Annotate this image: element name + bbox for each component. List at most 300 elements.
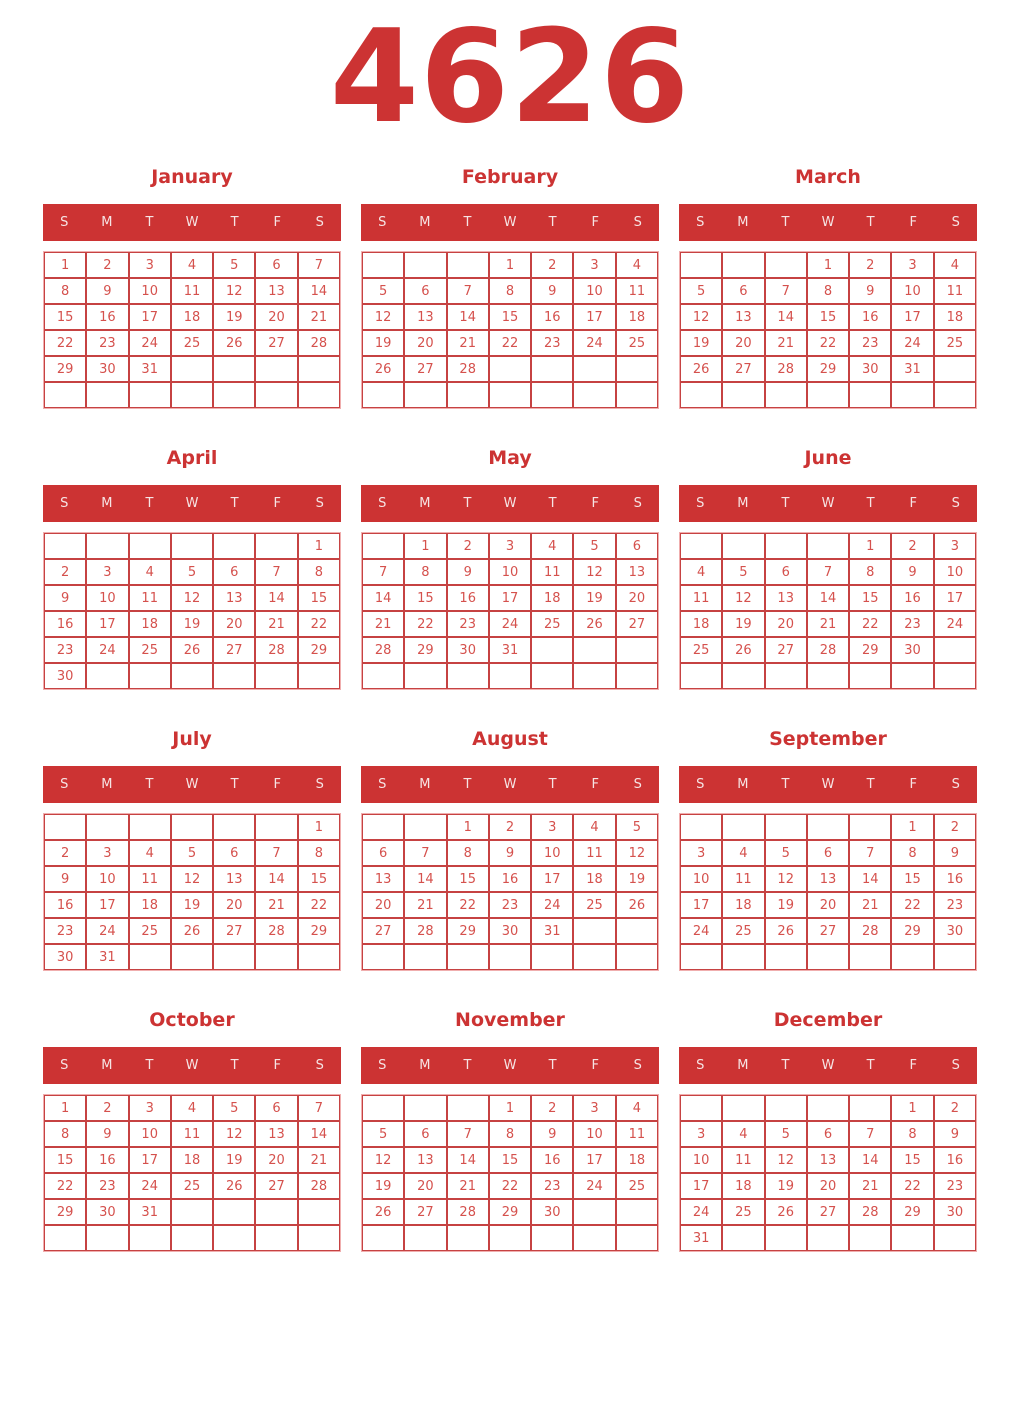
week-row xyxy=(362,278,658,304)
day-cell: 3 xyxy=(573,1095,615,1121)
day-cell: 22 xyxy=(489,330,531,356)
empty-day-cell xyxy=(171,814,213,840)
day-cell: 19 xyxy=(616,866,658,892)
day-cell: 31 xyxy=(129,1199,171,1225)
day-cell: 21 xyxy=(807,611,849,637)
calendar-grid-body xyxy=(362,814,658,970)
day-cell: 3 xyxy=(891,252,933,278)
day-cell: 24 xyxy=(680,1199,722,1225)
week-row xyxy=(44,278,340,304)
empty-day-cell xyxy=(362,382,404,408)
day-cell: 21 xyxy=(447,1173,489,1199)
empty-day-cell xyxy=(171,533,213,559)
day-cell: 5 xyxy=(213,1095,255,1121)
empty-day-cell xyxy=(722,814,764,840)
empty-day-cell xyxy=(404,1225,446,1251)
day-cell: 16 xyxy=(531,304,573,330)
empty-day-cell xyxy=(404,252,446,278)
day-cell: 30 xyxy=(934,1199,976,1225)
day-cell: 27 xyxy=(765,637,807,663)
month-block xyxy=(361,439,659,690)
empty-day-cell xyxy=(404,944,446,970)
day-cell: 26 xyxy=(213,330,255,356)
day-cell: 24 xyxy=(573,1173,615,1199)
weekday-label: F xyxy=(273,496,281,511)
empty-day-cell xyxy=(934,637,976,663)
weekday-label: F xyxy=(909,777,917,792)
weekday-label: T xyxy=(145,1058,154,1073)
week-row xyxy=(680,637,976,663)
empty-day-cell xyxy=(722,252,764,278)
week-row xyxy=(362,1095,658,1121)
week-row xyxy=(680,1121,976,1147)
day-cell: 2 xyxy=(531,252,573,278)
month-block xyxy=(679,1001,977,1252)
empty-day-cell xyxy=(255,533,297,559)
day-cell: 5 xyxy=(616,814,658,840)
calendar-grid-body xyxy=(680,533,976,689)
empty-day-cell xyxy=(573,356,615,382)
day-cell: 29 xyxy=(298,918,340,944)
weekday-label: W xyxy=(821,777,835,792)
day-cell: 22 xyxy=(298,892,340,918)
day-cell: 3 xyxy=(680,1121,722,1147)
day-cell: 11 xyxy=(573,840,615,866)
day-cell: 29 xyxy=(404,637,446,663)
week-row xyxy=(44,866,340,892)
day-cell: 12 xyxy=(573,559,615,585)
day-cell: 7 xyxy=(298,252,340,278)
day-cell: 10 xyxy=(129,278,171,304)
day-cell: 27 xyxy=(807,1199,849,1225)
day-cell: 27 xyxy=(362,918,404,944)
day-cell: 24 xyxy=(129,330,171,356)
day-cell: 6 xyxy=(255,1095,297,1121)
day-cell: 16 xyxy=(44,611,86,637)
day-cell: 4 xyxy=(171,1095,213,1121)
day-cell: 10 xyxy=(680,1147,722,1173)
day-cell: 4 xyxy=(616,252,658,278)
day-cell: 9 xyxy=(531,278,573,304)
day-cell: 27 xyxy=(722,356,764,382)
empty-day-cell xyxy=(489,356,531,382)
empty-day-cell xyxy=(616,663,658,689)
day-cell: 3 xyxy=(489,533,531,559)
weekday-label: M xyxy=(419,1058,431,1073)
day-cell: 27 xyxy=(404,1199,446,1225)
day-cell: 31 xyxy=(129,356,171,382)
day-cell: 20 xyxy=(616,585,658,611)
empty-day-cell xyxy=(573,944,615,970)
day-cell: 22 xyxy=(44,1173,86,1199)
empty-day-cell xyxy=(531,1225,573,1251)
day-cell: 1 xyxy=(447,814,489,840)
day-cell: 6 xyxy=(213,559,255,585)
day-cell: 25 xyxy=(171,1173,213,1199)
calendar-grid xyxy=(43,813,341,971)
week-row xyxy=(44,1199,340,1225)
empty-day-cell xyxy=(489,382,531,408)
day-cell: 3 xyxy=(573,252,615,278)
month-block xyxy=(679,720,977,971)
calendar-grid-body xyxy=(362,1095,658,1251)
day-cell: 14 xyxy=(447,1147,489,1173)
day-cell: 13 xyxy=(722,304,764,330)
calendar-grid xyxy=(43,1094,341,1252)
day-cell: 20 xyxy=(213,892,255,918)
calendar-grid-body xyxy=(680,1095,976,1251)
day-cell: 30 xyxy=(86,1199,128,1225)
week-row xyxy=(680,1225,976,1251)
day-cell: 6 xyxy=(616,533,658,559)
calendar-grid xyxy=(361,532,659,690)
day-cell: 30 xyxy=(531,1199,573,1225)
day-cell: 30 xyxy=(489,918,531,944)
day-cell: 17 xyxy=(573,304,615,330)
weekday-bar xyxy=(679,1047,977,1084)
empty-day-cell xyxy=(255,944,297,970)
empty-day-cell xyxy=(849,814,891,840)
weekday-label: T xyxy=(781,1058,790,1073)
empty-day-cell xyxy=(86,814,128,840)
week-row xyxy=(44,918,340,944)
day-cell: 16 xyxy=(44,892,86,918)
empty-day-cell xyxy=(171,944,213,970)
day-cell: 1 xyxy=(44,252,86,278)
calendar-grid-body xyxy=(680,814,976,970)
day-cell: 2 xyxy=(934,1095,976,1121)
day-cell: 29 xyxy=(489,1199,531,1225)
day-cell: 16 xyxy=(531,1147,573,1173)
week-row xyxy=(680,585,976,611)
day-cell: 19 xyxy=(171,611,213,637)
day-cell: 24 xyxy=(129,1173,171,1199)
weekday-label: T xyxy=(548,496,557,511)
day-cell: 15 xyxy=(489,304,531,330)
empty-day-cell xyxy=(447,1095,489,1121)
weekday-label: T xyxy=(866,496,875,511)
month-title: December xyxy=(773,1009,883,1031)
empty-day-cell xyxy=(298,1225,340,1251)
week-row xyxy=(44,1147,340,1173)
weekday-label: S xyxy=(60,215,69,230)
day-cell: 14 xyxy=(849,1147,891,1173)
month-block xyxy=(43,1001,341,1252)
day-cell: 25 xyxy=(573,892,615,918)
day-cell: 7 xyxy=(362,559,404,585)
week-row xyxy=(680,330,976,356)
week-row xyxy=(680,892,976,918)
day-cell: 16 xyxy=(447,585,489,611)
weekday-label: S xyxy=(696,215,705,230)
weekday-label: M xyxy=(101,496,113,511)
day-cell: 7 xyxy=(255,559,297,585)
weekday-bar xyxy=(361,204,659,241)
empty-day-cell xyxy=(573,1225,615,1251)
weekday-label: M xyxy=(737,1058,749,1073)
calendar-grid-body xyxy=(362,533,658,689)
empty-day-cell xyxy=(86,382,128,408)
day-cell: 26 xyxy=(362,1199,404,1225)
weekday-bar xyxy=(43,766,341,803)
day-cell: 11 xyxy=(129,866,171,892)
empty-day-cell xyxy=(849,663,891,689)
empty-day-cell xyxy=(86,533,128,559)
empty-day-cell xyxy=(447,252,489,278)
day-cell: 15 xyxy=(891,866,933,892)
day-cell: 21 xyxy=(849,1173,891,1199)
day-cell: 9 xyxy=(891,559,933,585)
day-cell: 17 xyxy=(934,585,976,611)
day-cell: 16 xyxy=(849,304,891,330)
day-cell: 1 xyxy=(298,533,340,559)
day-cell: 20 xyxy=(255,1147,297,1173)
day-cell: 2 xyxy=(86,1095,128,1121)
day-cell: 21 xyxy=(447,330,489,356)
month-title: January xyxy=(151,166,233,188)
empty-day-cell xyxy=(129,944,171,970)
day-cell: 9 xyxy=(489,840,531,866)
weekday-label: M xyxy=(419,496,431,511)
day-cell: 9 xyxy=(44,585,86,611)
empty-day-cell xyxy=(213,356,255,382)
day-cell: 21 xyxy=(255,892,297,918)
day-cell: 14 xyxy=(404,866,446,892)
day-cell: 5 xyxy=(765,1121,807,1147)
day-cell: 17 xyxy=(573,1147,615,1173)
week-row xyxy=(44,252,340,278)
day-cell: 27 xyxy=(213,918,255,944)
day-cell: 4 xyxy=(531,533,573,559)
day-cell: 4 xyxy=(680,559,722,585)
month-block xyxy=(43,720,341,971)
day-cell: 7 xyxy=(404,840,446,866)
empty-day-cell xyxy=(573,663,615,689)
day-cell: 26 xyxy=(213,1173,255,1199)
weekday-label: T xyxy=(548,777,557,792)
week-row xyxy=(44,533,340,559)
week-row xyxy=(362,1147,658,1173)
day-cell: 25 xyxy=(531,611,573,637)
day-cell: 3 xyxy=(86,559,128,585)
empty-day-cell xyxy=(807,382,849,408)
week-row xyxy=(44,840,340,866)
day-cell: 16 xyxy=(891,585,933,611)
empty-day-cell xyxy=(807,533,849,559)
day-cell: 6 xyxy=(362,840,404,866)
month-block xyxy=(361,1001,659,1252)
weekday-label: F xyxy=(591,1058,599,1073)
day-cell: 30 xyxy=(891,637,933,663)
week-row xyxy=(44,304,340,330)
day-cell: 23 xyxy=(531,330,573,356)
empty-day-cell xyxy=(44,382,86,408)
day-cell: 13 xyxy=(807,1147,849,1173)
day-cell: 11 xyxy=(934,278,976,304)
day-cell: 26 xyxy=(765,1199,807,1225)
day-cell: 8 xyxy=(489,278,531,304)
weekday-label: W xyxy=(821,496,835,511)
day-cell: 12 xyxy=(362,1147,404,1173)
day-cell: 1 xyxy=(489,1095,531,1121)
day-cell: 15 xyxy=(44,1147,86,1173)
empty-day-cell xyxy=(807,1095,849,1121)
empty-day-cell xyxy=(362,252,404,278)
day-cell: 11 xyxy=(722,1147,764,1173)
day-cell: 30 xyxy=(849,356,891,382)
day-cell: 3 xyxy=(129,1095,171,1121)
week-row xyxy=(680,278,976,304)
empty-day-cell xyxy=(722,663,764,689)
weekday-label: F xyxy=(909,1058,917,1073)
day-cell: 22 xyxy=(807,330,849,356)
month-title: February xyxy=(461,166,559,188)
day-cell: 5 xyxy=(171,559,213,585)
week-row xyxy=(44,1225,340,1251)
empty-day-cell xyxy=(807,1225,849,1251)
day-cell: 1 xyxy=(44,1095,86,1121)
week-row xyxy=(44,1095,340,1121)
empty-day-cell xyxy=(680,252,722,278)
empty-day-cell xyxy=(680,944,722,970)
empty-day-cell xyxy=(255,1225,297,1251)
weekday-label: S xyxy=(315,496,324,511)
day-cell: 28 xyxy=(298,330,340,356)
day-cell: 30 xyxy=(934,918,976,944)
day-cell: 13 xyxy=(807,866,849,892)
day-cell: 18 xyxy=(680,611,722,637)
weekday-label: F xyxy=(273,215,281,230)
weekday-label: S xyxy=(951,496,960,511)
day-cell: 18 xyxy=(722,1173,764,1199)
empty-day-cell xyxy=(489,944,531,970)
day-cell: 9 xyxy=(934,840,976,866)
day-cell: 19 xyxy=(362,330,404,356)
day-cell: 26 xyxy=(573,611,615,637)
week-row xyxy=(362,944,658,970)
empty-day-cell xyxy=(680,663,722,689)
weekday-label: S xyxy=(378,1058,387,1073)
day-cell: 19 xyxy=(765,1173,807,1199)
empty-day-cell xyxy=(129,382,171,408)
calendar-grid xyxy=(679,251,977,409)
day-cell: 14 xyxy=(362,585,404,611)
day-cell: 19 xyxy=(765,892,807,918)
day-cell: 14 xyxy=(298,1121,340,1147)
day-cell: 17 xyxy=(891,304,933,330)
week-row xyxy=(44,382,340,408)
empty-day-cell xyxy=(171,1225,213,1251)
day-cell: 6 xyxy=(404,1121,446,1147)
day-cell: 17 xyxy=(129,1147,171,1173)
day-cell: 26 xyxy=(616,892,658,918)
year-title: 4626 xyxy=(329,3,691,152)
month-title: November xyxy=(455,1009,565,1031)
day-cell: 8 xyxy=(849,559,891,585)
weekday-label: M xyxy=(419,215,431,230)
day-cell: 24 xyxy=(86,637,128,663)
day-cell: 26 xyxy=(722,637,764,663)
weekday-label: S xyxy=(378,496,387,511)
day-cell: 18 xyxy=(171,304,213,330)
day-cell: 14 xyxy=(807,585,849,611)
day-cell: 27 xyxy=(255,330,297,356)
weekday-label: M xyxy=(101,215,113,230)
day-cell: 18 xyxy=(616,1147,658,1173)
weekday-label: S xyxy=(378,777,387,792)
day-cell: 5 xyxy=(680,278,722,304)
calendar-grid xyxy=(361,813,659,971)
week-row xyxy=(680,1173,976,1199)
week-row xyxy=(362,814,658,840)
day-cell: 8 xyxy=(44,1121,86,1147)
empty-day-cell xyxy=(807,944,849,970)
weekday-label: S xyxy=(315,777,324,792)
empty-day-cell xyxy=(213,382,255,408)
weekday-label: T xyxy=(866,215,875,230)
day-cell: 3 xyxy=(86,840,128,866)
weekday-label: T xyxy=(230,215,239,230)
calendar-grid xyxy=(361,251,659,409)
day-cell: 31 xyxy=(86,944,128,970)
empty-day-cell xyxy=(171,663,213,689)
month-title: March xyxy=(795,166,861,188)
month-title: October xyxy=(149,1009,235,1031)
day-cell: 10 xyxy=(680,866,722,892)
day-cell: 20 xyxy=(722,330,764,356)
weekday-label: W xyxy=(185,777,199,792)
day-cell: 15 xyxy=(44,304,86,330)
day-cell: 21 xyxy=(765,330,807,356)
weekday-label: W xyxy=(503,496,517,511)
day-cell: 9 xyxy=(44,866,86,892)
day-cell: 28 xyxy=(849,1199,891,1225)
empty-day-cell xyxy=(213,944,255,970)
day-cell: 3 xyxy=(129,252,171,278)
empty-day-cell xyxy=(722,382,764,408)
empty-day-cell xyxy=(934,944,976,970)
day-cell: 10 xyxy=(934,559,976,585)
day-cell: 3 xyxy=(934,533,976,559)
empty-day-cell xyxy=(891,663,933,689)
day-cell: 9 xyxy=(86,278,128,304)
calendar-grid xyxy=(679,1094,977,1252)
day-cell: 27 xyxy=(616,611,658,637)
empty-day-cell xyxy=(573,637,615,663)
week-row xyxy=(362,918,658,944)
weekday-bar xyxy=(361,1047,659,1084)
week-row xyxy=(680,533,976,559)
empty-day-cell xyxy=(765,944,807,970)
weekday-label: S xyxy=(60,777,69,792)
day-cell: 18 xyxy=(531,585,573,611)
day-cell: 8 xyxy=(404,559,446,585)
day-cell: 30 xyxy=(447,637,489,663)
empty-day-cell xyxy=(213,663,255,689)
day-cell: 20 xyxy=(765,611,807,637)
day-cell: 4 xyxy=(934,252,976,278)
day-cell: 21 xyxy=(362,611,404,637)
day-cell: 15 xyxy=(489,1147,531,1173)
day-cell: 18 xyxy=(573,866,615,892)
empty-day-cell xyxy=(298,944,340,970)
calendar-grid-body xyxy=(44,533,340,689)
week-row xyxy=(362,611,658,637)
weekday-label: T xyxy=(230,777,239,792)
day-cell: 16 xyxy=(489,866,531,892)
weekday-bar xyxy=(361,485,659,522)
empty-day-cell xyxy=(616,356,658,382)
